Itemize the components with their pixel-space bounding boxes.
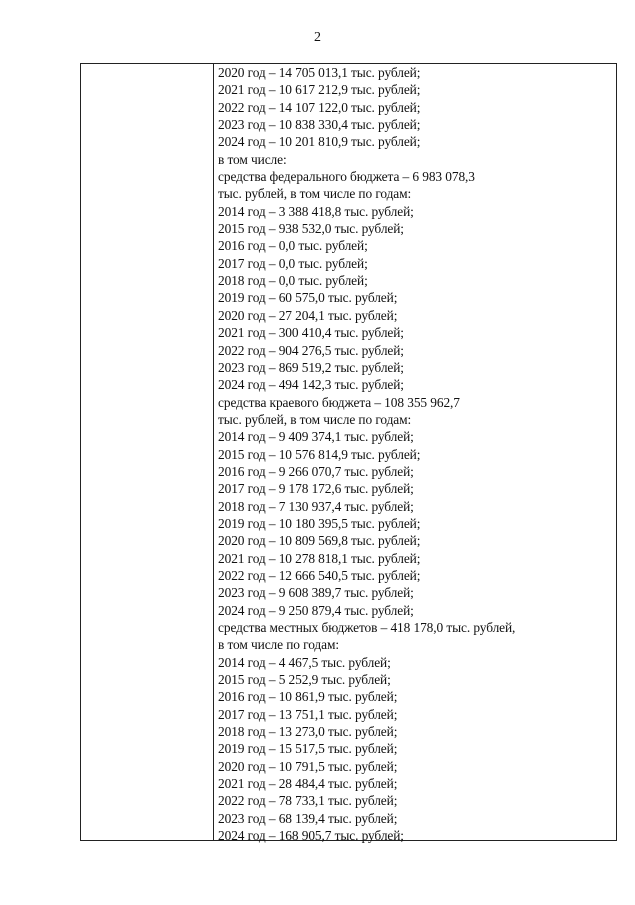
text-line: 2022 год – 78 733,1 тыс. рублей; [218, 793, 398, 809]
text-line: средства федерального бюджета – 6 983 078,3 [218, 169, 475, 185]
text-line: 2018 год – 13 273,0 тыс. рублей; [218, 724, 398, 740]
text-line: 2018 год – 7 130 937,4 тыс. рублей; [218, 498, 414, 514]
text-line: тыс. рублей, в том числе по годам: [218, 411, 412, 427]
text-line: 2020 год – 14 705 013,1 тыс. рублей; [218, 65, 421, 80]
text-line: 2024 год – 494 142,3 тыс. рублей; [218, 377, 404, 393]
text-line: 2016 год – 10 861,9 тыс. рублей; [218, 689, 398, 705]
text-line: 2022 год – 904 276,5 тыс. рублей; [218, 342, 404, 358]
text-line: 2014 год – 9 409 374,1 тыс. рублей; [218, 429, 414, 445]
text-line: 2015 год – 5 252,9 тыс. рублей; [218, 672, 391, 688]
text-line: 2017 год – 0,0 тыс. рублей; [218, 255, 368, 271]
text-line: 2020 год – 10 791,5 тыс. рублей; [218, 758, 398, 774]
text-line: 2017 год – 13 751,1 тыс. рублей; [218, 706, 398, 722]
text-line: 2015 год – 10 576 814,9 тыс. рублей; [218, 446, 421, 462]
text-line: в том числе: [218, 151, 287, 167]
text-line: 2023 год – 10 838 330,4 тыс. рублей; [218, 117, 421, 133]
financing-table [80, 63, 617, 844]
text-line: средства местных бюджетов – 418 178,0 тыс. рублей, [218, 620, 516, 635]
text-line: 2022 год – 12 666 540,5 тыс. рублей; [218, 567, 421, 583]
text-line: 2014 год – 3 388 418,8 тыс. рублей; [218, 203, 414, 219]
text-line: 2017 год – 9 178 172,6 тыс. рублей; [218, 481, 414, 497]
table-content-cell [218, 64, 616, 844]
text-line: 2019 год – 10 180 395,5 тыс. рублей; [218, 515, 421, 531]
text-line: 2021 год – 28 484,4 тыс. рублей; [218, 776, 398, 792]
text-line: 2023 год – 68 139,4 тыс. рублей; [218, 810, 398, 826]
text-line: тыс. рублей, в том числе по годам: [218, 186, 412, 202]
text-line: 2016 год – 0,0 тыс. рублей; [218, 238, 368, 254]
text-line: 2016 год – 9 266 070,7 тыс. рублей; [218, 463, 414, 479]
text-line: 2019 год – 15 517,5 тыс. рублей; [218, 741, 398, 757]
text-line: 2022 год – 14 107 122,0 тыс. рублей; [218, 99, 421, 115]
page-number: 2 [314, 30, 321, 45]
text-line: средства краевого бюджета – 108 355 962,7 [218, 394, 460, 410]
text-line: 2020 год – 10 809 569,8 тыс. рублей; [218, 533, 421, 549]
text-line: 2021 год – 10 617 212,9 тыс. рублей; [218, 82, 421, 98]
text-line: в том числе по годам: [218, 637, 339, 653]
text-line: 2015 год – 938 532,0 тыс. рублей; [218, 221, 404, 237]
text-line: 2024 год – 168 905,7 тыс. рублей; [218, 828, 404, 844]
text-line: 2021 год – 10 278 818,1 тыс. рублей; [218, 550, 421, 566]
text-line: 2020 год – 27 204,1 тыс. рублей; [218, 307, 398, 323]
table-label-cell [81, 64, 214, 840]
text-line: 2024 год – 10 201 810,9 тыс. рублей; [218, 134, 421, 150]
text-line: 2024 год – 9 250 879,4 тыс. рублей; [218, 602, 414, 618]
text-line: 2023 год – 869 519,2 тыс. рублей; [218, 359, 404, 375]
text-line: 2019 год – 60 575,0 тыс. рублей; [218, 290, 398, 306]
text-line: 2023 год – 9 608 389,7 тыс. рублей; [218, 585, 414, 601]
text-line: 2014 год – 4 467,5 тыс. рублей; [218, 654, 391, 670]
text-line: 2018 год – 0,0 тыс. рублей; [218, 273, 368, 289]
text-line: 2021 год – 300 410,4 тыс. рублей; [218, 325, 404, 341]
